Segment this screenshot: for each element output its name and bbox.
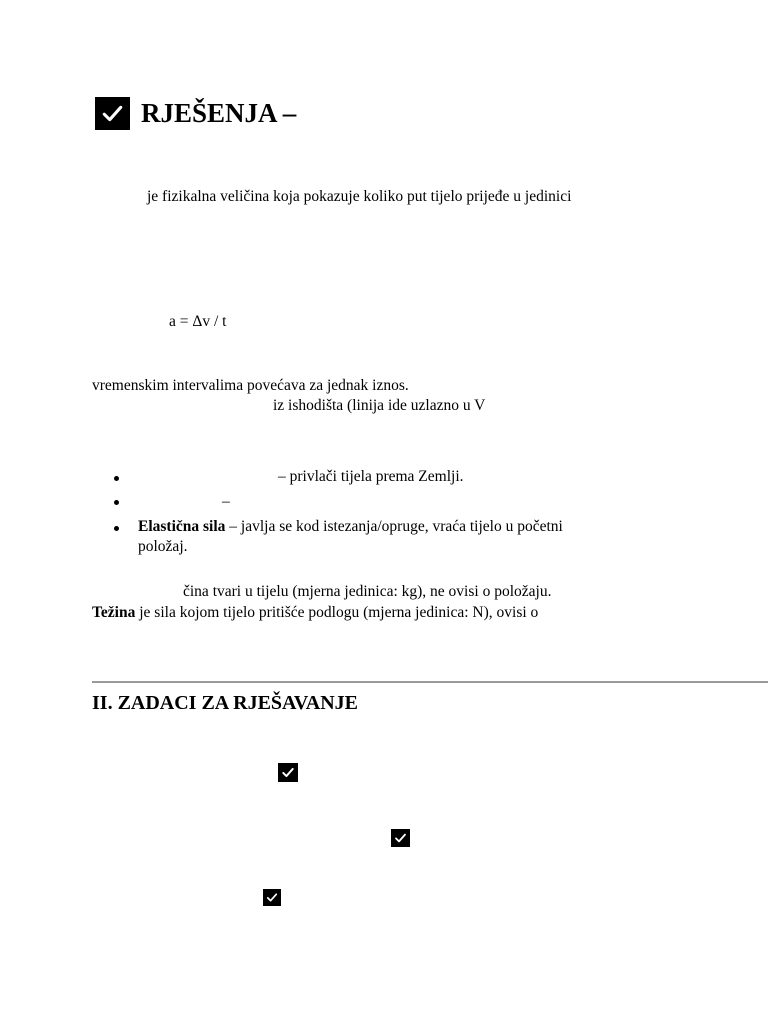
section-divider <box>92 681 768 683</box>
bullet-icon <box>114 476 119 481</box>
page-title: RJEŠENJA – <box>141 98 297 128</box>
acceleration-formula: a = Δv / t <box>169 313 227 330</box>
force-term: Elastična sila <box>138 518 226 535</box>
force-item-elastic-cont: položaj. <box>138 538 188 555</box>
force-item-gravity <box>278 467 464 487</box>
checkbox-checked-icon <box>391 829 410 847</box>
uniform-accel-line-2: iz ishodišta (linija ide uzlazno u V <box>273 397 486 414</box>
uniform-accel-line-1: vremenskim intervalima povećava za jednak iznos. <box>92 377 409 394</box>
force-item-elastic <box>138 517 563 537</box>
force-item-friction <box>222 492 230 512</box>
bullet-icon <box>114 500 119 505</box>
force-text: – <box>222 493 230 510</box>
force-text: – javlja se kod istezanja/opruge, vraća tijelo u početni <box>225 518 563 535</box>
force-text: – privlači tijela prema Zemlji. <box>278 468 464 485</box>
checkbox-checked-icon <box>263 889 281 906</box>
checkbox-checked-icon <box>95 97 130 130</box>
definition-text: je fizikalna veličina koja pokazuje koliko put tijelo prijeđe u jedinici <box>147 188 572 205</box>
bullet-icon <box>114 526 119 531</box>
weight-line <box>92 603 538 623</box>
section-title: II. ZADACI ZA RJEŠAVANJE <box>92 692 359 714</box>
weight-term: Težina <box>92 604 136 621</box>
checkbox-checked-icon <box>278 763 298 782</box>
weight-text: je sila kojom tijelo pritišće podlogu (mjerna jedinica: N), ovisi o <box>135 604 539 621</box>
mass-line: čina tvari u tijelu (mjerna jedinica: kg), ne ovisi o položaju. <box>183 583 552 600</box>
